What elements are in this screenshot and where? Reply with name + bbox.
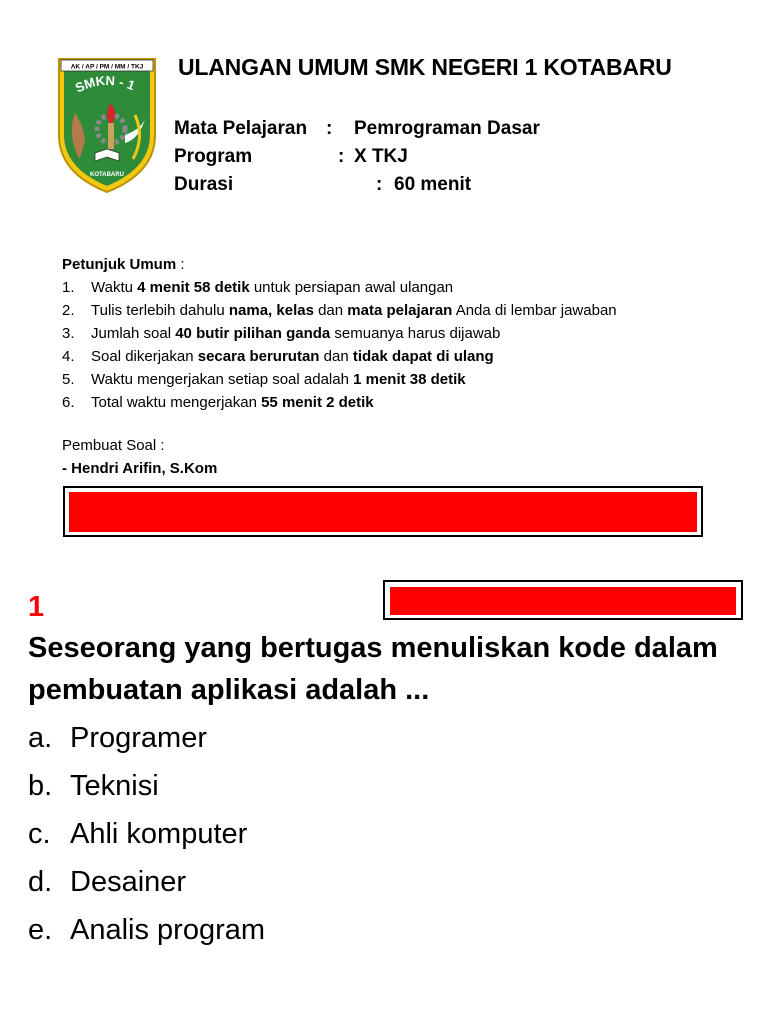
option-text: Programer [70,722,207,754]
meta-label: Durasi [174,174,234,195]
redaction-bar [69,492,697,532]
redaction-bar [390,587,736,615]
meta-label: Program [174,146,253,167]
logo-name-path: SMKN - 1 [72,72,138,96]
instruction-text: Soal dikerjakan [91,348,198,365]
logo-banner-text: AK / AP / PM / MM / TKJ [70,63,144,71]
meta-value: 60 menit [394,174,472,195]
option-letter: d. [28,866,53,898]
instruction-text: dan [313,302,348,319]
option-text: Ahli komputer [70,818,248,850]
option-text: Teknisi [70,770,159,802]
instruction-text: dan [319,348,353,365]
option-letter: c. [28,818,51,850]
meta-value: X TKJ [354,146,408,167]
instruction-text: untuk persiapan awal ulangan [249,279,454,296]
option-letter: e. [28,914,53,946]
instruction-emphasis: 55 menit 2 detik [261,394,374,411]
school-emblem-icon [55,55,159,195]
instruction-number: 2. [62,302,75,319]
instruction-item [62,322,742,345]
instruction-emphasis: nama, kelas [228,302,314,319]
instruction-emphasis: mata pelajaran [347,302,453,319]
option-text: Analis program [70,914,266,946]
instructions-heading-colon: : [176,256,185,273]
exam-title: ULANGAN UMUM SMK NEGERI 1 KOTABARU [178,54,672,80]
instructions-heading-text: Petunjuk Umum [62,256,177,273]
instruction-number: 1. [62,279,75,296]
instruction-emphasis: tidak dapat di ulang [352,348,494,365]
meta-label: Mata Pelajaran [174,118,308,139]
instruction-text: Jumlah soal [91,325,176,342]
instruction-text: Anda di lembar jawaban [452,302,617,319]
instructions-heading [62,253,742,276]
option-letter: b. [28,770,53,802]
instruction-text: semuanya harus dijawab [330,325,501,342]
logo-city-text: KOTABARU [90,172,124,178]
instruction-item [62,345,742,368]
instruction-text: Waktu [91,279,138,296]
instruction-number: 3. [62,325,75,342]
instruction-item [62,368,742,391]
question-number: 1 [28,591,45,623]
instruction-number: 6. [62,394,75,411]
instruction-number: 5. [62,371,75,388]
instruction-emphasis: 1 menit 38 detik [353,371,466,388]
instructions-list [62,276,742,414]
instruction-item [62,276,742,299]
author-label: Pembuat Soal : [62,437,165,454]
instruction-item [62,299,742,322]
instruction-emphasis: 4 menit 58 detik [137,279,250,296]
instruction-text: Waktu mengerjakan setiap soal adalah [91,371,354,388]
instruction-text: Tulis terlebih dahulu [91,302,229,319]
instruction-item [62,391,742,414]
school-logo [55,55,159,195]
general-instructions [62,253,742,414]
option-letter: a. [28,722,53,754]
question-text: Seseorang yang bertugas menuliskan kode dalam pembuatan aplikasi adalah ... [28,632,718,706]
meta-colon: : [338,146,345,167]
meta-value: Pemrograman Dasar [354,118,540,139]
option-text: Desainer [70,866,187,898]
author-name: - Hendri Arifin, S.Kom [62,460,218,477]
instruction-text: Total waktu mengerjakan [91,394,262,411]
meta-colon: : [376,174,383,195]
instruction-number: 4. [62,348,75,365]
instruction-emphasis: 40 butir pilihan ganda [175,325,331,342]
instruction-emphasis: secara berurutan [197,348,320,365]
meta-colon: : [326,118,333,139]
